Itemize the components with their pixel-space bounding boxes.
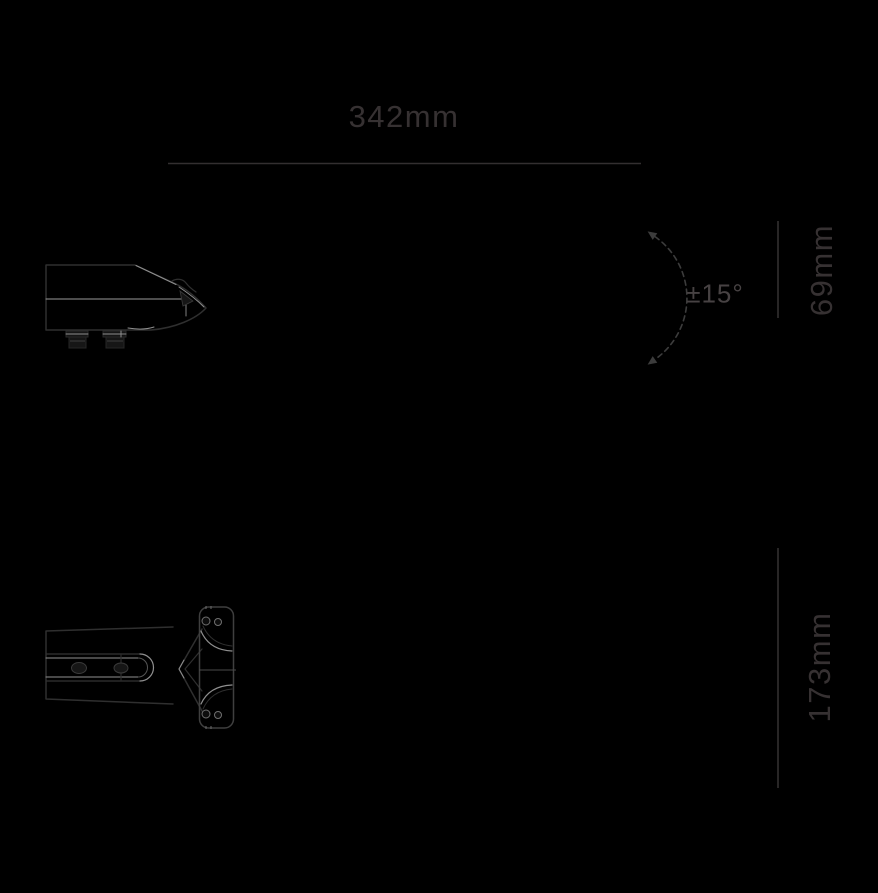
tilt-arc xyxy=(648,231,687,364)
luminaire-side-view xyxy=(46,265,206,348)
head-shoulder-arc-top2 xyxy=(203,626,232,646)
top-view-arm-rails xyxy=(46,654,154,681)
foot-right-block xyxy=(106,337,124,348)
tilt-arc-dashed-curve xyxy=(655,237,687,360)
head-shoulder-arc-bottom xyxy=(201,685,232,704)
head-bolt-bottom-left xyxy=(202,710,210,718)
rail-end-inner-arc xyxy=(138,658,148,677)
luminaire-top-view xyxy=(46,606,236,729)
yoke-outer-chevron xyxy=(179,629,202,711)
dimension-lines xyxy=(168,164,778,789)
tilt-angle-label: ±15° xyxy=(686,278,744,309)
tilt-arc-arrowhead-top xyxy=(648,231,658,240)
rail-end-outer-arc xyxy=(140,654,154,681)
head-bolt-top-left xyxy=(202,617,210,625)
top-view-yoke xyxy=(179,629,202,711)
side-view-top-slope-highlight xyxy=(136,266,176,285)
head-shoulder-arc-bottom2 xyxy=(203,689,232,709)
side-view-foot-right xyxy=(103,331,126,348)
tilt-arc-arrowhead-bottom xyxy=(648,356,658,365)
arm-hole-right xyxy=(114,663,128,673)
top-view-head xyxy=(199,606,236,729)
width-dimension-label: 342mm xyxy=(348,99,460,134)
depth-dimension-label: 173mm xyxy=(802,611,837,723)
head-bolt-top-right xyxy=(215,619,222,626)
side-view-bottom-highlight xyxy=(128,327,154,329)
arm-hole-left xyxy=(72,663,87,674)
foot-left-block xyxy=(69,337,86,348)
height-dimension-label: 69mm xyxy=(804,223,839,317)
head-bolt-bottom-right xyxy=(215,712,222,719)
side-view-foot-left xyxy=(66,331,88,348)
